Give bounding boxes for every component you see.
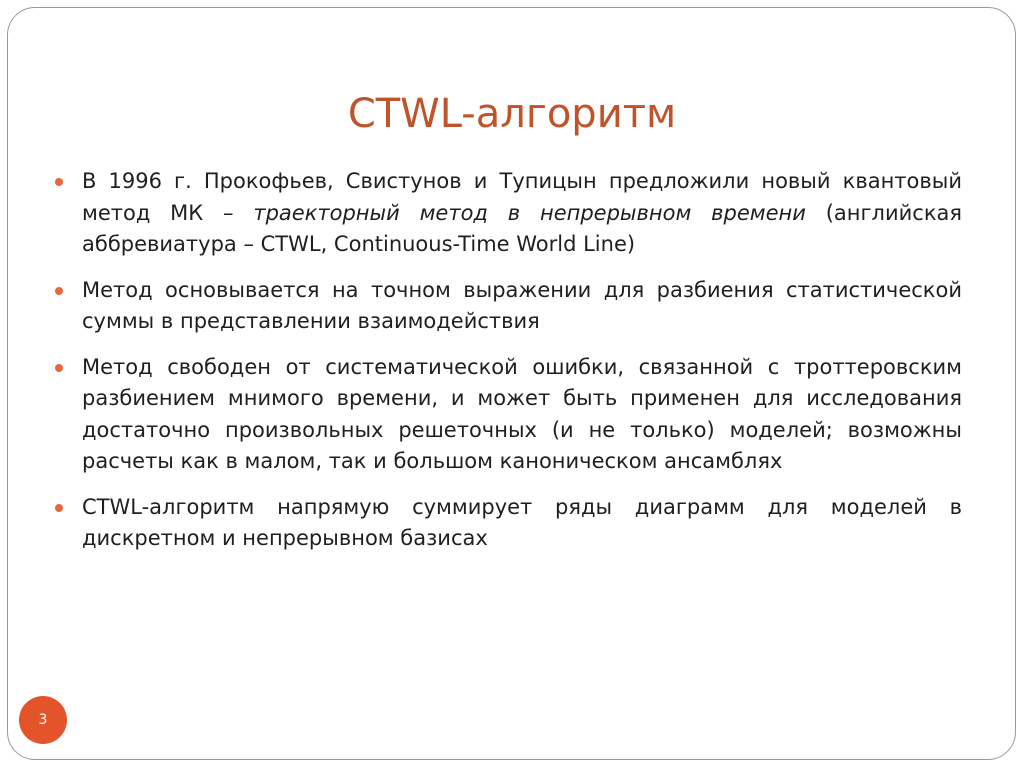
bullet-text-2: Метод основывается на точном выражении для разбиения статистической суммы в представлении взаимодействия [82, 277, 962, 333]
bullet-text-1-end: (английская аббревиатура – CTWL, Continuous-Time World Line) [82, 200, 963, 256]
bullet-dot-icon [55, 364, 63, 372]
bullet-item-2 [55, 275, 962, 338]
bullet-text-1-start: В 1996 г. Прокофьев, Свистунов и Тупицын предложили новый квантовый метод МК – [82, 169, 962, 225]
bullet-text-1-italic: траекторный метод в непрерывном времени [253, 200, 806, 225]
bullet-item-4 [55, 492, 962, 555]
bullet-dot-icon [55, 287, 63, 295]
bullet-item-1 [55, 166, 962, 261]
bullet-list [55, 166, 962, 569]
bullet-text-3: Метод свободен от систематической ошибки, связанной с троттеровским разбиением мнимого времени, и может быть применен для исследования достаточно произвольных решеточных (и не только) моделей; возможны расчеты как в малом, так и большом каноническом ансамблях [82, 354, 962, 473]
bullet-item-3 [55, 352, 962, 478]
slide-title: CTWL-алгоритм [347, 91, 677, 137]
bullet-dot-icon [55, 178, 63, 186]
page-number-badge: 3 [19, 696, 67, 744]
bullet-text-4: CTWL-алгоритм напрямую суммирует ряды диаграмм для моделей в дискретном и непрерывном базисах [82, 494, 962, 550]
bullet-dot-icon [55, 504, 63, 512]
